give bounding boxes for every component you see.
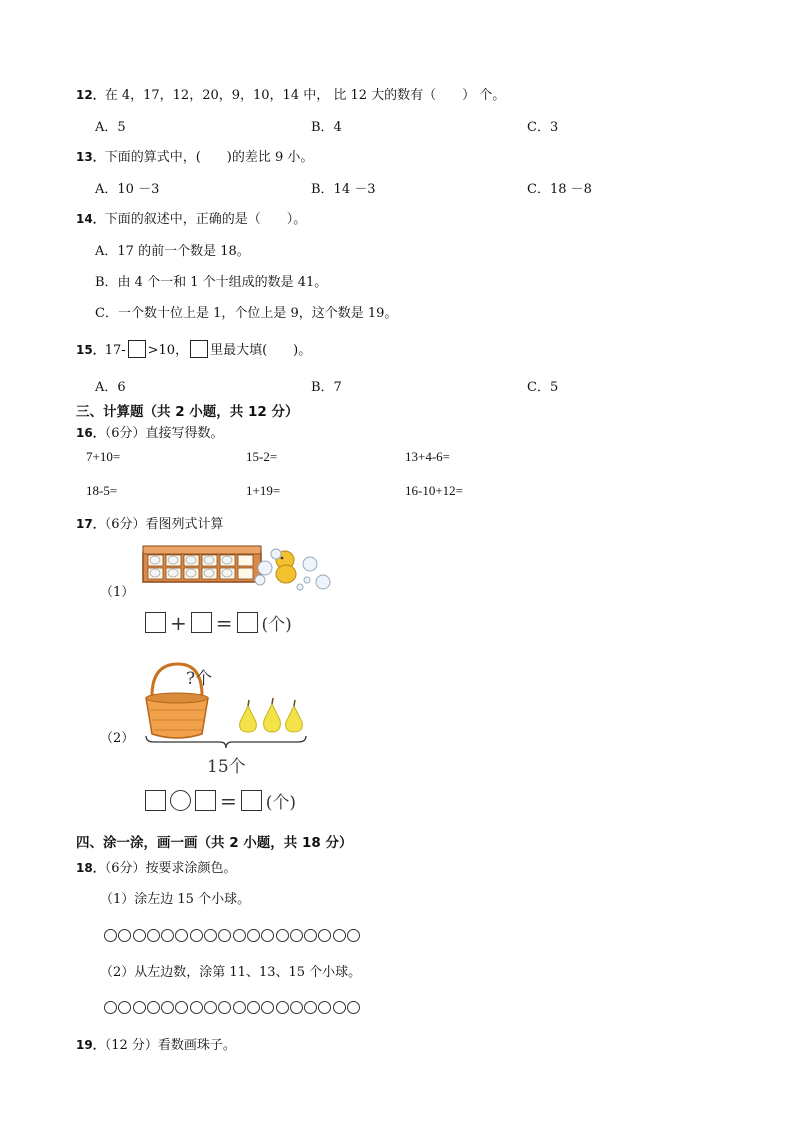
ball-circle[interactable] (190, 1001, 203, 1014)
option-c: C．18 －8 (527, 182, 592, 197)
ball-row-1 (104, 929, 360, 942)
sub-question: （2）从左边数，涂第 11、13、15 个小球。 (100, 965, 362, 980)
answer-box[interactable] (241, 790, 262, 811)
ball-circle[interactable] (347, 929, 360, 942)
ball-circle[interactable] (190, 929, 203, 942)
answer-box[interactable] (191, 612, 212, 633)
question-15 (76, 339, 311, 358)
option-b: B．7 (311, 380, 342, 395)
answer-box[interactable] (237, 612, 258, 633)
option-b: B．14 －3 (311, 182, 376, 197)
ball-circle[interactable] (276, 1001, 289, 1014)
ball-circle[interactable] (290, 1001, 303, 1014)
option-a: A．6 (95, 380, 126, 395)
ball-circle[interactable] (333, 1001, 346, 1014)
calc-item: 13+4-6= (405, 449, 450, 464)
ball-circle[interactable] (175, 1001, 188, 1014)
equation-row-1 (145, 610, 292, 635)
ball-circle[interactable] (261, 929, 274, 942)
ball-circle[interactable] (147, 929, 160, 942)
section-title: 三、计算题（共 2 小题，共 12 分） (76, 404, 299, 420)
equation-row-2 (145, 788, 296, 813)
option-b: B．由 4 个一和 1 个十组成的数是 41。 (95, 275, 328, 290)
question-text: 下面的算式中，( )的差比 9 小。 (104, 150, 314, 165)
question-text: （12 分）看数画珠子。 (104, 1038, 236, 1053)
question-number: 13． (76, 150, 105, 164)
calc-item: 1+19= (246, 483, 281, 498)
answer-box[interactable] (145, 612, 166, 633)
question-mark-label: ?个 (186, 669, 213, 689)
answer-box[interactable] (190, 340, 208, 358)
ball-circle[interactable] (147, 1001, 160, 1014)
calc-item: 7+10= (86, 449, 121, 464)
question-number: 18． (76, 861, 105, 875)
ball-circle[interactable] (204, 1001, 217, 1014)
question-number: 16． (76, 426, 105, 440)
ball-circle[interactable] (175, 929, 188, 942)
question-16 (76, 422, 223, 441)
question-text: 在 4，17，12，20，9，10，14 中， 比 12 大的数有（ ） 个。 (104, 88, 506, 103)
question-18 (76, 857, 236, 876)
question-19 (76, 1034, 236, 1053)
ball-circle[interactable] (290, 929, 303, 942)
option-c: C．3 (527, 120, 559, 135)
question-number: 12． (76, 88, 105, 102)
option-c: C．5 (527, 380, 559, 395)
ball-circle[interactable] (133, 929, 146, 942)
ball-circle[interactable] (118, 929, 131, 942)
question-14 (76, 208, 306, 227)
plus-sign: + (170, 610, 187, 635)
answer-box[interactable] (145, 790, 166, 811)
ball-circle[interactable] (161, 929, 174, 942)
question-13 (76, 146, 313, 165)
equals-sign: = (220, 788, 237, 813)
ball-circle[interactable] (233, 1001, 246, 1014)
ball-circle[interactable] (304, 929, 317, 942)
answer-box[interactable] (195, 790, 216, 811)
ball-circle[interactable] (333, 929, 346, 942)
option-a: A．10 －3 (95, 182, 160, 197)
ball-circle[interactable] (133, 1001, 146, 1014)
question-number: 14． (76, 212, 105, 226)
question-12 (76, 84, 505, 103)
section-title: 四、涂一涂，画一画（共 2 小题，共 18 分） (76, 835, 353, 851)
ball-circle[interactable] (347, 1001, 360, 1014)
question-number: 17． (76, 517, 105, 531)
option-c: C．一个数十位上是 1，个位上是 9，这个数是 19。 (95, 306, 398, 321)
equals-sign: = (215, 610, 233, 635)
calc-item: 18-5= (86, 483, 118, 498)
ball-circle[interactable] (318, 929, 331, 942)
part-label: （1） (100, 585, 135, 600)
ball-circle[interactable] (276, 929, 289, 942)
question-text: （6分）直接写得数。 (104, 426, 224, 441)
option-a: A．17 的前一个数是 18。 (95, 244, 250, 259)
question-text: 下面的叙述中，正确的是（ ）。 (104, 212, 307, 227)
ball-circle[interactable] (247, 1001, 260, 1014)
ball-circle[interactable] (261, 1001, 274, 1014)
answer-box[interactable] (128, 340, 146, 358)
ball-circle[interactable] (247, 929, 260, 942)
question-text-post: 里最大填( )。 (210, 343, 312, 358)
ball-circle[interactable] (318, 1001, 331, 1014)
calc-item: 16-10+12= (405, 483, 463, 498)
ball-circle[interactable] (233, 929, 246, 942)
ball-circle[interactable] (118, 1001, 131, 1014)
ball-row-2 (104, 1001, 360, 1014)
egg-tray-illustration (140, 540, 335, 602)
ball-circle[interactable] (218, 929, 231, 942)
unit-label: (个) (265, 793, 297, 813)
total-label: 15个 (207, 757, 246, 777)
question-text: （6分）按要求涂颜色。 (104, 861, 237, 876)
ball-circle[interactable] (204, 929, 217, 942)
question-number: 15． (76, 343, 105, 357)
option-a: A．5 (95, 120, 126, 135)
question-17 (76, 513, 223, 532)
question-number: 19． (76, 1038, 105, 1052)
question-text-mid: >10， (147, 343, 189, 358)
basket-pears-illustration (140, 660, 320, 748)
ball-circle[interactable] (304, 1001, 317, 1014)
sub-question: （1）涂左边 15 个小球。 (100, 892, 251, 907)
question-text: （6分）看图列式计算 (104, 517, 224, 532)
ball-circle[interactable] (218, 1001, 231, 1014)
ball-circle[interactable] (104, 929, 117, 942)
part-label: （2） (100, 731, 135, 746)
ball-circle[interactable] (104, 1001, 117, 1014)
ball-circle[interactable] (161, 1001, 174, 1014)
operator-circle[interactable] (170, 790, 191, 811)
unit-label: (个) (261, 615, 292, 635)
question-text-pre: 17- (104, 343, 126, 358)
calc-item: 15-2= (246, 449, 278, 464)
option-b: B．4 (311, 120, 342, 135)
